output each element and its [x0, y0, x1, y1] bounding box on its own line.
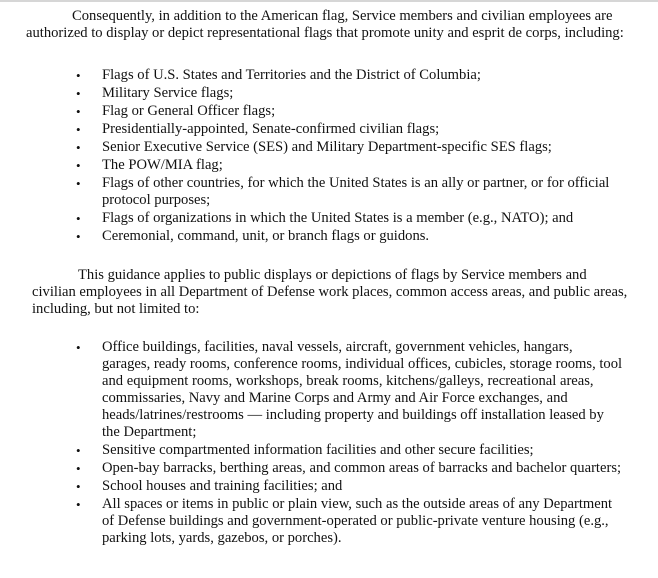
- list-item-text: School houses and training facilities; and: [102, 478, 343, 494]
- list-item: [74, 442, 624, 459]
- list-item: [74, 103, 644, 120]
- bullet-icon: •: [76, 176, 81, 191]
- list-item-text: All spaces or items in public or plain view, such as the outside areas of any Department of Defense buildings and government-operated or public-private venture housing (e.g., parking lots, yards, gazebos, or porches).: [102, 496, 613, 546]
- bullet-icon: •: [76, 104, 81, 119]
- bullet-icon: •: [76, 86, 81, 101]
- bullet-icon: •: [76, 122, 81, 137]
- bullet-icon: •: [76, 229, 81, 244]
- list-item-text: Flags of U.S. States and Territories and the District of Columbia;: [102, 67, 481, 83]
- bullet-icon: •: [76, 479, 81, 494]
- bullet-icon: •: [76, 340, 81, 355]
- list-item: [74, 339, 624, 441]
- list-item-text: Ceremonial, command, unit, or branch flags or guidons.: [102, 228, 430, 244]
- list-item: [74, 85, 644, 102]
- list-item-text: The POW/MIA flag;: [102, 157, 223, 173]
- list-item-text: Open-bay barracks, berthing areas, and common areas of barracks and bachelor quarters;: [102, 460, 622, 476]
- bullet-icon: •: [76, 211, 81, 226]
- scope-paragraph: This guidance applies to public displays or depictions of flags by Service members and civilian employees in all Department of Defense work places, common access areas, and public areas, including, but not limited to:: [32, 267, 628, 317]
- bullet-icon: •: [76, 158, 81, 173]
- authorized-flags-list: [74, 67, 644, 246]
- list-item: [74, 228, 644, 245]
- list-item-text: Sensitive compartmented information facilities and other secure facilities;: [102, 442, 534, 458]
- bullet-icon: •: [76, 443, 81, 458]
- bullet-icon: •: [76, 461, 81, 476]
- list-item-text: Flag or General Officer flags;: [102, 103, 276, 119]
- list-item: [74, 460, 624, 477]
- bullet-icon: •: [76, 68, 81, 83]
- bullet-icon: •: [76, 497, 81, 512]
- list-item: [74, 478, 624, 495]
- covered-places-list: [74, 339, 624, 548]
- list-item: [74, 496, 624, 547]
- list-item-text: Military Service flags;: [102, 85, 234, 101]
- list-item-text: Flags of other countries, for which the United States is an ally or partner, or for official protocol purposes;: [102, 175, 610, 208]
- list-item-text: Senior Executive Service (SES) and Military Department-specific SES flags;: [102, 139, 552, 155]
- list-item: [74, 139, 644, 156]
- list-item: [74, 175, 644, 209]
- list-item-text: Presidentially-appointed, Senate-confirmed civilian flags;: [102, 121, 440, 137]
- list-item: [74, 210, 644, 227]
- intro-paragraph: Consequently, in addition to the American flag, Service members and civilian employees are authorized to display or depict representational flags that promote unity and esprit de corps, including:: [26, 8, 624, 41]
- list-item-text: Flags of organizations in which the United States is a member (e.g., NATO); and: [102, 210, 574, 226]
- bullet-icon: •: [76, 140, 81, 155]
- list-item: [74, 121, 644, 138]
- list-item: [74, 157, 644, 174]
- list-item: [74, 67, 644, 84]
- page-top-edge: [0, 0, 658, 2]
- list-item-text: Office buildings, facilities, naval vessels, aircraft, government vehicles, hangars, garages, ready rooms, conference rooms, individual offices, cubicles, storage rooms, tool and equipment rooms, workshops, break rooms, kitchens/galleys, recreational areas, commissaries, Navy and Marine Corps and Army and Air Force exchanges, and heads/latrines/restrooms — including property and buildings off installation leased by the Department;: [102, 339, 623, 440]
